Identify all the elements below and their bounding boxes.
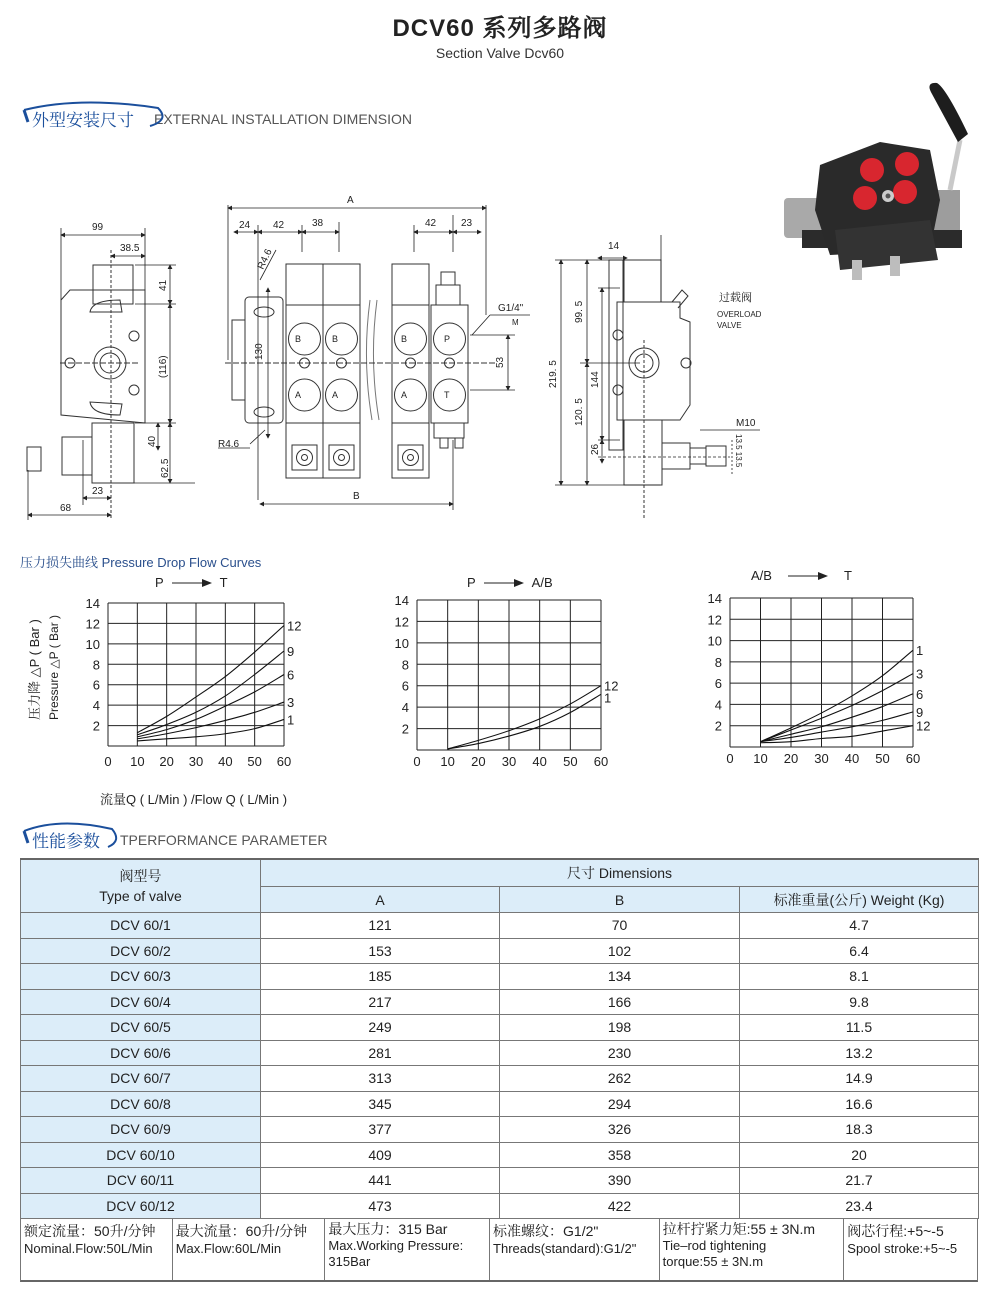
spec-en: Spool stroke:+5~-5 (847, 1241, 958, 1256)
cell-weight: 6.4 (740, 938, 979, 964)
series-line-1 (448, 694, 601, 749)
cell-a: 377 (261, 1117, 500, 1143)
overload-label-en-1: OVERLOAD (717, 310, 762, 319)
series-line-12 (448, 686, 601, 749)
dim-41: 41 (158, 279, 169, 291)
overload-label-en-2: VALVE (717, 321, 742, 330)
series-line-9 (137, 651, 284, 735)
x-tick-label: 0 (413, 754, 421, 769)
spec-cn: 标准螺纹：G1/2" (493, 1223, 599, 1239)
cell-a: 121 (261, 913, 500, 939)
cell-weight: 16.6 (740, 1091, 979, 1117)
y-tick-label: 8 (401, 657, 409, 673)
header-type-en: Type of valve (99, 888, 182, 904)
spec-max-pressure (325, 1219, 490, 1280)
dim-219-5: 219. 5 (548, 360, 559, 388)
section-title-en: TPERFORMANCE PARAMETER (120, 831, 328, 848)
cell-type: DCV 60/6 (21, 1040, 261, 1066)
cell-a: 249 (261, 1015, 500, 1041)
y-tick-label: 10 (394, 635, 409, 651)
cell-b: 198 (500, 1015, 740, 1041)
y-tick-label: 10 (707, 633, 722, 649)
spec-en: Tie–rod tightening (662, 1238, 767, 1253)
spec-en: Nominal.Flow:50L/Min (24, 1241, 153, 1256)
dim-40: 40 (147, 435, 158, 447)
spec-en: Max.Working Pressure: (328, 1238, 464, 1253)
x-tick-label: 30 (188, 754, 204, 769)
y-tick-label: 2 (401, 721, 409, 737)
cell-b: 390 (500, 1168, 740, 1194)
overload-label-cn: 过载阀 (719, 292, 752, 304)
x-tick-label: 0 (726, 751, 734, 766)
header-type (21, 859, 261, 913)
series-label: 1 (287, 712, 295, 728)
port-a-2: A (332, 390, 339, 400)
product-photo (780, 80, 980, 300)
series-label: 12 (916, 718, 931, 734)
table-row (21, 913, 979, 939)
series-label: 12 (604, 678, 619, 694)
section-title-curves (20, 552, 261, 571)
x-tick-label: 60 (905, 751, 921, 766)
series-label: 1 (604, 690, 612, 706)
y-tick-label: 2 (92, 718, 100, 734)
dim-a: A (347, 195, 354, 206)
arrow-right-icon (788, 571, 828, 581)
table-row (21, 1193, 979, 1219)
spec-spool-stroke (844, 1219, 977, 1280)
cell-weight: 4.7 (740, 913, 979, 939)
spec-cn: 阀芯行程:+5~-5 (847, 1223, 944, 1239)
spec-cn: 拉杆拧紧力矩:55 ± 3N.m (662, 1221, 816, 1237)
chart-1-ylabel-cn: 压力降 △P ( Bar ) (27, 619, 42, 720)
series-line-12 (761, 726, 914, 743)
y-tick-label: 6 (401, 678, 409, 694)
page-subtitle: Section Valve Dcv60 (435, 45, 565, 61)
cell-type: DCV 60/10 (21, 1142, 261, 1168)
header-weight: 标准重量(公斤) Weight (Kg) (740, 887, 979, 913)
y-tick-label: 12 (85, 616, 100, 632)
cell-type: DCV 60/11 (21, 1168, 261, 1194)
curves-title-cn: 压力损失曲线 (20, 555, 99, 570)
y-tick-label: 4 (401, 700, 409, 716)
series-label: 1 (916, 643, 924, 659)
spec-threads (490, 1219, 660, 1280)
y-tick-label: 14 (707, 591, 722, 606)
dim-144: 144 (590, 371, 601, 388)
performance-table (20, 858, 979, 1219)
dim-42-right: 42 (425, 218, 437, 229)
section-title-cn: 外型安装尺寸 (32, 111, 134, 130)
spec-en-2: torque:55 ± 3N.m (662, 1254, 764, 1269)
series-label: 3 (287, 695, 295, 711)
table-row (21, 1168, 979, 1194)
spec-footer (20, 1218, 978, 1282)
cell-b: 166 (500, 989, 740, 1015)
cell-a: 281 (261, 1040, 500, 1066)
table-row (21, 938, 979, 964)
cell-weight: 14.9 (740, 1066, 979, 1092)
y-tick-label: 8 (92, 657, 100, 673)
cell-weight: 9.8 (740, 989, 979, 1015)
dim-53: 53 (495, 356, 506, 368)
x-tick-label: 10 (130, 754, 145, 769)
dim-r4-6-bottom: R4.6 (218, 439, 240, 450)
dim-38-5: 38.5 (120, 243, 140, 254)
cell-weight: 18.3 (740, 1117, 979, 1143)
cell-b: 262 (500, 1066, 740, 1092)
header-type-cn: 阀型号 (119, 868, 162, 884)
series-line-6 (761, 694, 914, 742)
cell-b: 422 (500, 1193, 740, 1219)
x-tick-label: 50 (247, 754, 262, 769)
series-line-1 (761, 650, 914, 742)
table-row (21, 1091, 979, 1117)
y-tick-label: 6 (92, 677, 100, 693)
table-row (21, 1117, 979, 1143)
cell-b: 230 (500, 1040, 740, 1066)
label-m: M (512, 318, 519, 327)
dim-130: 130 (254, 343, 265, 360)
x-tick-label: 60 (276, 754, 292, 769)
series-label: 9 (916, 704, 924, 720)
x-tick-label: 10 (753, 751, 768, 766)
cell-a: 313 (261, 1066, 500, 1092)
cell-type: DCV 60/4 (21, 989, 261, 1015)
spec-en-2: 315Bar (328, 1254, 371, 1269)
spec-nominal-flow (21, 1219, 173, 1280)
dim-116: (116) (158, 355, 169, 378)
x-tick-label: 20 (159, 754, 174, 769)
cell-type: DCV 60/1 (21, 913, 261, 939)
dim-99-5: 99. 5 (574, 300, 585, 323)
port-a-1: A (295, 390, 302, 400)
y-tick-label: 12 (394, 614, 409, 630)
cell-a: 153 (261, 938, 500, 964)
dim-42-left: 42 (273, 220, 285, 231)
cell-type: DCV 60/12 (21, 1193, 261, 1219)
chart-2-title-from: P (467, 575, 476, 590)
chart-1-title-from: P (155, 575, 164, 590)
table-row (21, 1142, 979, 1168)
cell-type: DCV 60/9 (21, 1117, 261, 1143)
x-tick-label: 40 (844, 751, 860, 766)
page-title: DCV60 系列多路阀 (392, 15, 608, 42)
table-row (21, 989, 979, 1015)
spec-cn: 最大流量：60升/分钟 (175, 1223, 308, 1239)
dim-24: 24 (239, 220, 251, 231)
spec-tie-rod (660, 1219, 845, 1280)
chart-3-title-from: A/B (751, 568, 772, 583)
section-badge (20, 825, 114, 854)
cell-a: 217 (261, 989, 500, 1015)
y-tick-label: 2 (714, 718, 722, 734)
series-label: 6 (916, 686, 924, 702)
x-tick-label: 20 (471, 754, 486, 769)
port-t: T (444, 390, 450, 400)
series-line-1 (137, 719, 284, 740)
table-row (21, 964, 979, 990)
chart-3-title-to: T (843, 568, 852, 583)
cell-b: 102 (500, 938, 740, 964)
cell-type: DCV 60/2 (21, 938, 261, 964)
cell-b: 70 (500, 913, 740, 939)
spec-en: Threads(standard):G1/2" (493, 1241, 637, 1256)
label-m10: M10 (736, 418, 756, 429)
dim-b: B (353, 491, 360, 502)
series-label: 3 (916, 666, 924, 682)
port-a-3: A (401, 390, 408, 400)
series-label: 9 (287, 644, 295, 660)
y-tick-label: 12 (707, 612, 722, 628)
x-tick-label: 20 (783, 751, 799, 766)
pressure-drop-charts (0, 580, 1000, 780)
label-g1-4: G1/4" (498, 303, 524, 314)
x-tick-label: 60 (593, 754, 609, 769)
table-row (21, 1015, 979, 1041)
table-row (21, 1066, 979, 1092)
cell-weight: 21.7 (740, 1168, 979, 1194)
x-tick-label: 50 (563, 754, 578, 769)
dim-23-front: 23 (461, 218, 473, 229)
section-title-cn: 性能参数 (32, 832, 100, 851)
cell-type: DCV 60/8 (21, 1091, 261, 1117)
spec-max-flow (173, 1219, 326, 1280)
port-b-2: B (332, 334, 339, 344)
cell-a: 185 (261, 964, 500, 990)
cell-a: 441 (261, 1168, 500, 1194)
y-tick-label: 8 (714, 654, 722, 670)
dim-13-5: 13.5 13.5 (734, 434, 743, 468)
header-a: A (261, 887, 500, 913)
x-tick-label: 40 (532, 754, 547, 769)
cell-b: 134 (500, 964, 740, 990)
x-tick-label: 40 (218, 754, 233, 769)
cell-weight: 23.4 (740, 1193, 979, 1219)
cell-a: 345 (261, 1091, 500, 1117)
y-tick-label: 14 (394, 593, 409, 608)
x-tick-label: 30 (814, 751, 829, 766)
cell-type: DCV 60/5 (21, 1015, 261, 1041)
series-label: 6 (287, 667, 295, 683)
dim-38: 38 (312, 218, 324, 229)
x-tick-label: 10 (440, 754, 455, 769)
cell-weight: 20 (740, 1142, 979, 1168)
dim-99: 99 (92, 222, 104, 233)
chart-2-title-to: A/B (531, 575, 553, 590)
dim-14: 14 (608, 241, 620, 252)
cell-type: DCV 60/3 (21, 964, 261, 990)
dim-23-side: 23 (92, 486, 104, 497)
port-p: P (444, 334, 451, 344)
section-header-performance (20, 825, 327, 854)
port-b-1: B (295, 334, 302, 344)
spec-en: Max.Flow:60L/Min (175, 1241, 282, 1256)
dim-120-5: 120. 5 (574, 398, 585, 426)
cell-type: DCV 60/7 (21, 1066, 261, 1092)
table-row (21, 1040, 979, 1066)
cell-a: 409 (261, 1142, 500, 1168)
curves-title-en: Pressure Drop Flow Curves (101, 555, 262, 570)
series-label: 12 (287, 618, 302, 634)
dim-26: 26 (590, 443, 601, 455)
header-dimensions: 尺寸 Dimensions (261, 859, 979, 887)
dim-r4-6-top: R4.6 (255, 247, 275, 272)
spec-cn: 额定流量：50升/分钟 (24, 1223, 156, 1239)
cell-b: 326 (500, 1117, 740, 1143)
y-tick-label: 4 (92, 698, 100, 714)
cell-weight: 13.2 (740, 1040, 979, 1066)
port-b-3: B (401, 334, 408, 344)
dim-68: 68 (60, 503, 72, 514)
chart-1-title-to: T (219, 575, 228, 590)
cell-b: 358 (500, 1142, 740, 1168)
header-b: B (500, 887, 740, 913)
y-tick-label: 14 (85, 596, 100, 611)
x-tick-label: 30 (501, 754, 517, 769)
chart-1-xlabel: 流量Q ( L/Min ) /Flow Q ( L/Min ) (100, 792, 288, 807)
cell-a: 473 (261, 1193, 500, 1219)
x-tick-label: 0 (104, 754, 112, 769)
y-tick-label: 6 (714, 676, 722, 692)
y-tick-label: 4 (714, 697, 722, 713)
right-view (555, 235, 760, 520)
cell-weight: 8.1 (740, 964, 979, 990)
x-tick-label: 50 (875, 751, 890, 766)
cell-weight: 11.5 (740, 1015, 979, 1041)
cell-b: 294 (500, 1091, 740, 1117)
y-tick-label: 10 (85, 636, 100, 652)
section-title-en: EXTERNAL INSTALLATION DIMENSION (154, 110, 413, 127)
spec-cn: 最大压力：315 Bar (328, 1221, 448, 1237)
chart-1-ylabel-en: Pressure △P ( Bar ) (47, 614, 61, 720)
dim-62-5: 62.5 (160, 458, 171, 478)
series-line-12 (137, 625, 284, 732)
